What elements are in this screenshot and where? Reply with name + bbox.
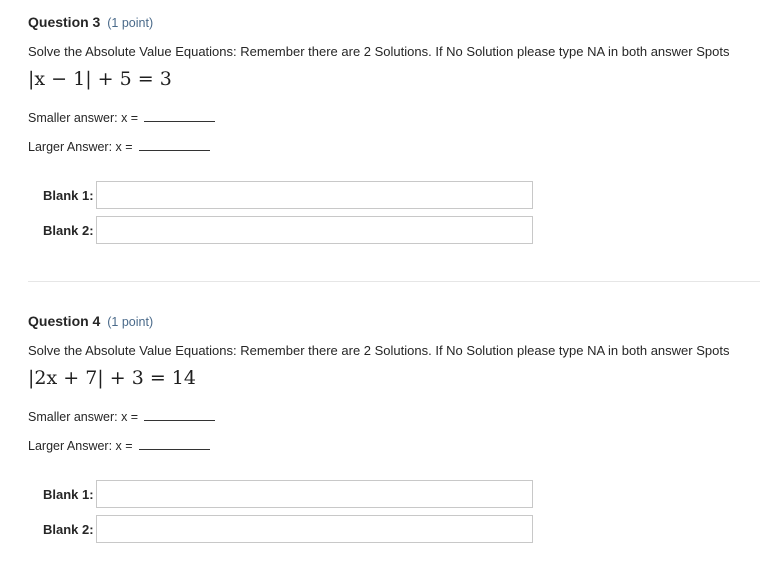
smaller-answer-line: [28, 109, 215, 125]
blank-2-input[interactable]: [96, 216, 533, 244]
question-divider: [28, 281, 760, 282]
larger-answer-label: Larger Answer: x =: [28, 439, 133, 453]
blank-1-label: Blank 1:: [43, 487, 94, 502]
smaller-answer-label: Smaller answer: x =: [28, 111, 139, 125]
question-prompt: Solve the Absolute Value Equations: Remember there are 2 Solutions. If No Solution please type NA in both answer Spots: [28, 44, 730, 59]
larger-answer-label: Larger Answer: x =: [28, 140, 133, 154]
blank-1-input[interactable]: [96, 181, 533, 209]
question-equation: |x − 1| + 5 = 3: [28, 68, 172, 90]
blank-2-row: [43, 216, 538, 246]
blank-2-row: [43, 515, 538, 545]
smaller-answer-underline: [144, 408, 215, 421]
larger-answer-line: [28, 437, 210, 453]
larger-answer-underline: [139, 138, 210, 151]
question-header: [28, 313, 153, 329]
blank-1-label: Blank 1:: [43, 188, 94, 203]
question-title: Question 3: [28, 14, 101, 30]
blank-2-label: Blank 2:: [43, 522, 94, 537]
question-header: [28, 14, 153, 30]
question-points: (1 point): [107, 315, 154, 329]
smaller-answer-underline: [144, 109, 215, 122]
smaller-answer-label: Smaller answer: x =: [28, 410, 139, 424]
blank-1-input[interactable]: [96, 480, 533, 508]
blank-1-row: [43, 181, 538, 211]
question-prompt: Solve the Absolute Value Equations: Remember there are 2 Solutions. If No Solution please type NA in both answer Spots: [28, 343, 730, 358]
question-points: (1 point): [107, 16, 154, 30]
question-equation: |2x + 7| + 3 = 14: [28, 367, 196, 389]
blank-2-input[interactable]: [96, 515, 533, 543]
question-title: Question 4: [28, 313, 101, 329]
larger-answer-underline: [139, 437, 210, 450]
blank-2-label: Blank 2:: [43, 223, 94, 238]
smaller-answer-line: [28, 408, 215, 424]
blank-1-row: [43, 480, 538, 510]
larger-answer-line: [28, 138, 210, 154]
